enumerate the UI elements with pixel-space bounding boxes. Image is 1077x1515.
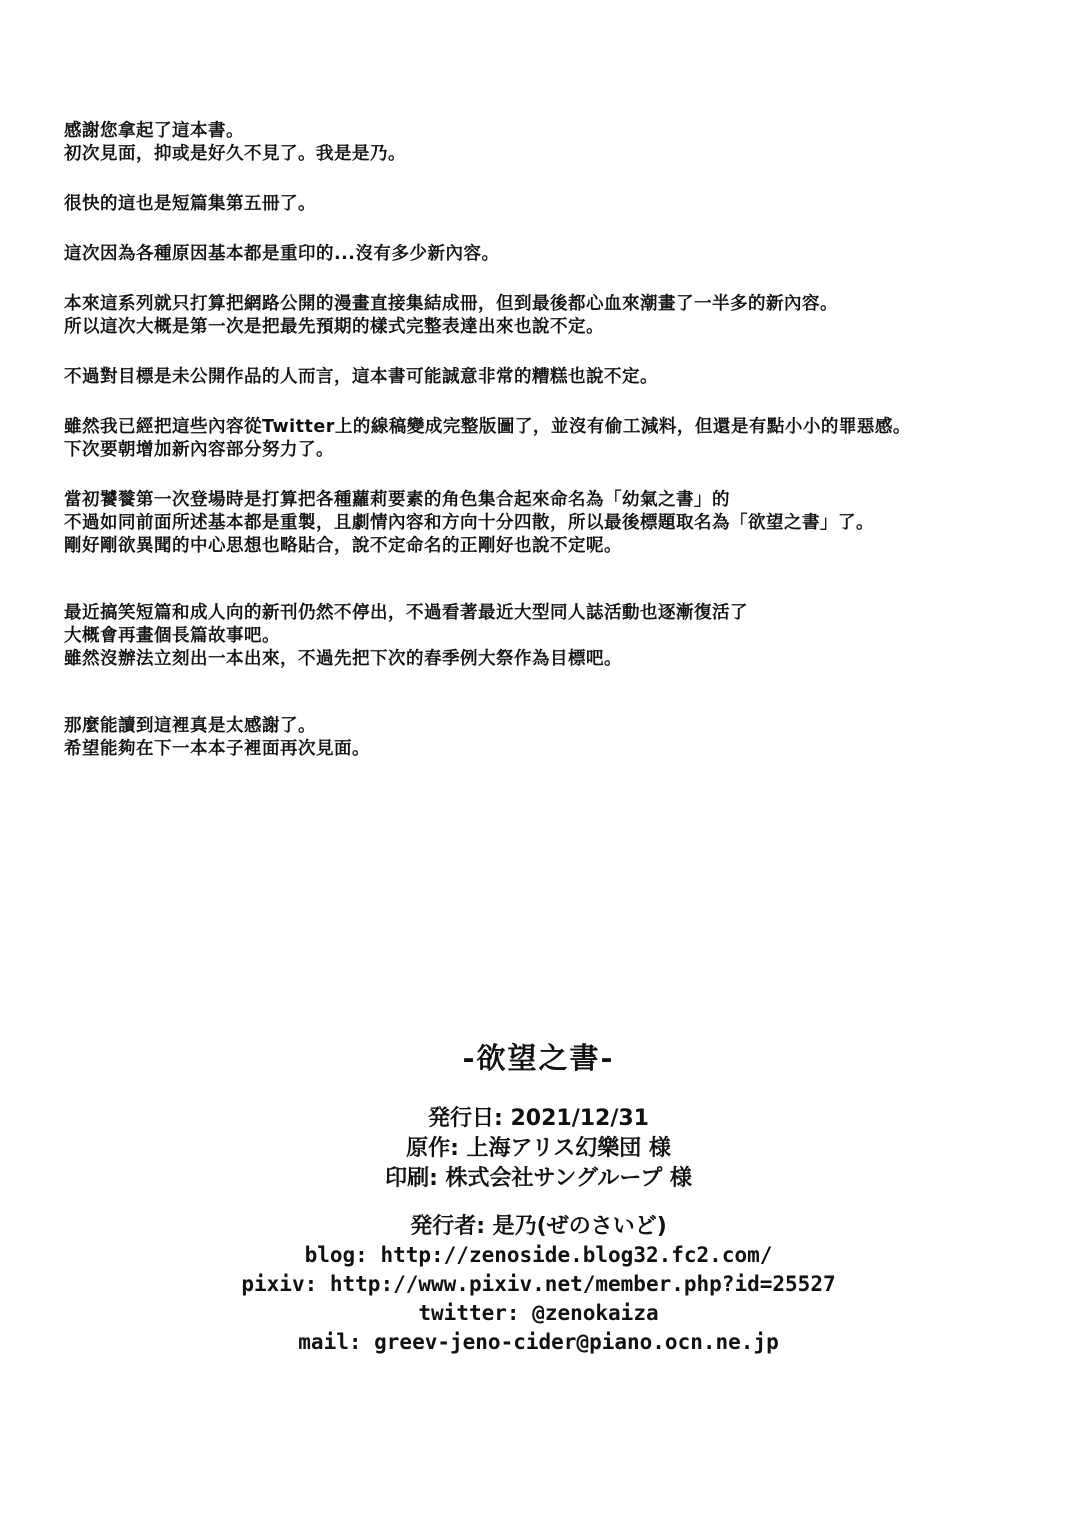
text-line: 雖然沒辦法立刻出一本出來，不過先把下次的春季例大祭作為目標吧。 [64, 649, 622, 669]
text-line: 剛好剛欲異聞的中心思想也略貼合，說不定命名的正剛好也說不定呢。 [64, 536, 622, 556]
contacts-block [0, 1212, 1077, 1357]
afterword-paragraph-8 [64, 602, 1054, 671]
text-line: 最近搞笑短篇和成人向的新刊仍然不停出，不過看著最近大型同人誌活動也逐漸復活了 [64, 603, 748, 623]
publisher-credit: 発行者: 是乃(ぜのさいど) [410, 1214, 667, 1239]
credits-block [0, 1104, 1077, 1194]
blog-link[interactable]: blog: http://zenoside.blog32.fc2.com/ [304, 1243, 773, 1267]
text-line: 所以這次大概是第一次是把最先預期的樣式完整表達出來也說不定。 [64, 317, 604, 337]
release-date: 発行日: 2021/12/31 [428, 1106, 649, 1131]
text-line: 不過如同前面所述基本都是重製，且劇情內容和方向十分四散，所以最後標題取名為「欲望之書」了。 [64, 513, 874, 533]
afterword-text [64, 120, 1054, 761]
text-line: 那麼能讀到這裡真是太感謝了。 [64, 716, 316, 736]
text-line: 感謝您拿起了這本書。 [64, 121, 244, 141]
pixiv-link[interactable]: pixiv: http://www.pixiv.net/member.php?id=25527 [241, 1272, 836, 1296]
text-line: 當初饕餮第一次登場時是打算把各種蘿莉要素的角色集合起來命名為「幼氣之書」的 [64, 490, 730, 510]
afterword-paragraph-7 [64, 489, 1054, 558]
text-line: 這次因為各種原因基本都是重印的...沒有多少新內容。 [64, 244, 500, 264]
afterword-paragraph-3 [64, 243, 1054, 266]
text-line: 初次見面，抑或是好久不見了。我是是乃。 [64, 144, 406, 164]
printing-credit: 印刷: 株式会社サングループ 様 [385, 1166, 692, 1191]
afterword-paragraph-4 [64, 293, 1054, 339]
twitter-link[interactable]: twitter: @zenokaiza [418, 1301, 659, 1325]
text-line: 希望能夠在下一本本子裡面再次見面。 [64, 739, 370, 759]
afterword-paragraph-9 [64, 715, 1054, 761]
afterword-paragraph-2 [64, 193, 1054, 216]
afterword-paragraph-6 [64, 416, 1054, 462]
afterword-paragraph-1 [64, 120, 1054, 166]
text-line: 下次要朝增加新內容部分努力了。 [64, 440, 334, 460]
colophon [0, 1036, 1077, 1357]
text-line: 很快的這也是短篇集第五冊了。 [64, 194, 316, 214]
book-title: -欲望之書- [462, 1041, 615, 1075]
original-work-credit: 原作: 上海アリス幻樂団 様 [406, 1136, 671, 1161]
text-line: 不過對目標是未公開作品的人而言，這本書可能誠意非常的糟糕也說不定。 [64, 367, 658, 387]
text-line: 本來這系列就只打算把網路公開的漫畫直接集結成冊，但到最後都心血來潮畫了一半多的新內容。 [64, 294, 838, 314]
text-line: 雖然我已經把這些內容從Twitter上的線稿變成完整版圖了，並沒有偷工減料，但還是有點小小的罪惡感。 [64, 417, 911, 437]
mail-link[interactable]: mail: greev-jeno-cider@piano.ocn.ne.jp [298, 1330, 779, 1354]
afterword-paragraph-5 [64, 366, 1054, 389]
text-line: 大概會再畫個長篇故事吧。 [64, 626, 280, 646]
